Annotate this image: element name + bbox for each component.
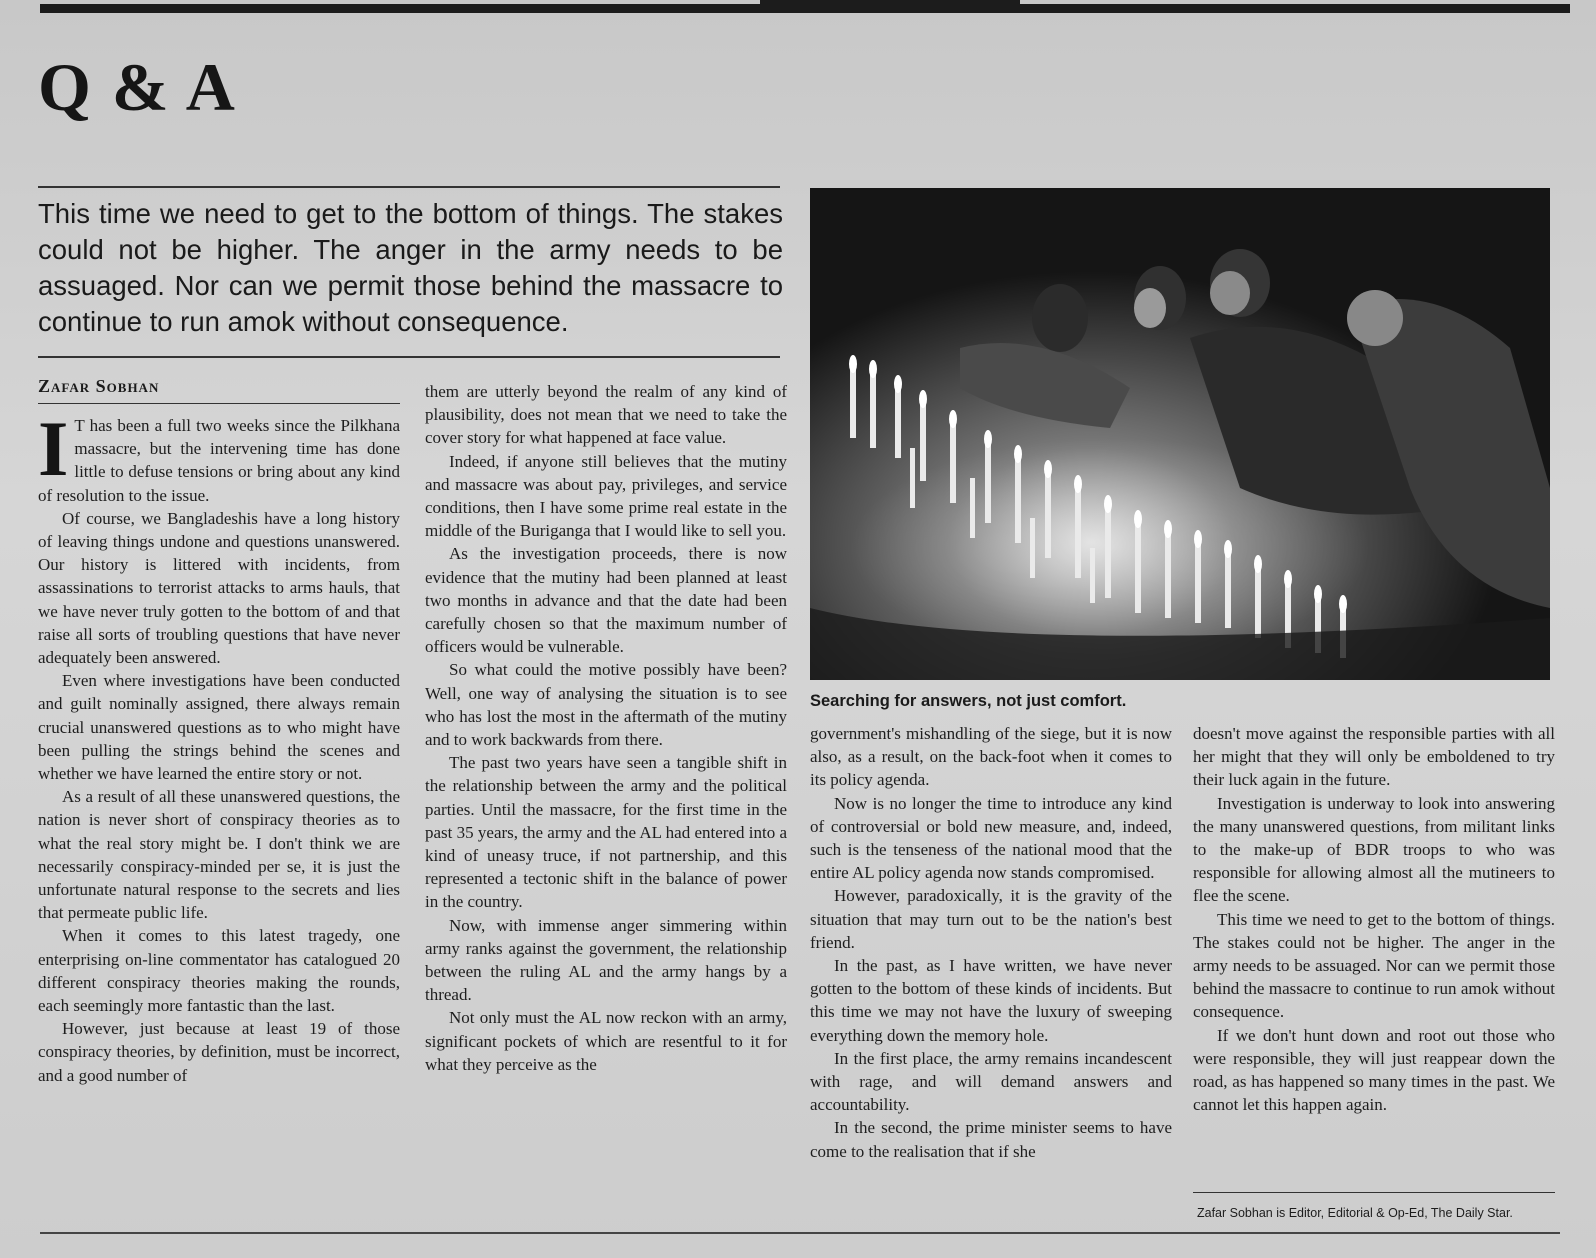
article-column-1: [38, 414, 400, 1226]
paragraph: In the second, the prime minister seems to have come to the realisation that if she: [810, 1118, 1172, 1161]
paragraph: In the first place, the army remains incandescent with rage, and will demand answers and accountability.: [810, 1048, 1172, 1115]
paragraph: As the investigation proceeds, there is now evidence that the mutiny had been planned at least two months in advance and that the date had been carefully chosen so that the maximum number of officers would be vulnerable.: [425, 544, 787, 657]
bottom-rule: [40, 1232, 1560, 1234]
byline-rule: [38, 403, 400, 404]
paragraph: Indeed, if anyone still believes that the mutiny and massacre was about pay, privileges, and service conditions, then I have some prime real estate in the middle of the Buriganga that I would like to sell you.: [425, 451, 787, 541]
paragraph: them are utterly beyond the realm of any kind of plausibility, does not mean that we need to take the cover story for what happened at face value.: [425, 382, 787, 448]
byline: Zafar Sobhan: [38, 376, 160, 396]
paragraph: However, just because at least 19 of those conspiracy theories, by definition, must be incorrect, and a good number of: [38, 1019, 400, 1085]
paragraph: So what could the motive possibly have been? Well, one way of analysing the situation is to see who has lost the most in the aftermath of the mutiny and to work backwards from there.: [425, 660, 787, 750]
drop-cap: I: [38, 414, 69, 492]
pull-quote-top-rule: [38, 186, 780, 188]
paragraph: When it comes to this latest tragedy, one enterprising on-line commentator has catalogued 20 different conspiracy theories making the rounds, each seemingly more fantastic than the last.: [38, 926, 400, 1016]
article-column-3: [810, 722, 1172, 1226]
paragraph: Investigation is underway to look into answering the many unanswered questions, from militant links to the make-up of BDR troops to who was responsible for allowing almost all the mutineers to flee the scene.: [1193, 793, 1555, 906]
paragraph: doesn't move against the responsible parties with all her might that they will only be emboldened to try their luck again in the future.: [1193, 724, 1555, 790]
paragraph: Now, with immense anger simmering within army ranks against the government, the relationship between the ruling AL and the army hangs by a thread.: [425, 915, 787, 1005]
paragraph: This time we need to get to the bottom of things. The stakes could not be higher. The anger in the army needs to be assuaged. Nor can we permit those behind the massacre to continue to run amok without consequence.: [1193, 909, 1555, 1022]
article-column-4: [1193, 722, 1555, 1184]
paragraph: [38, 414, 400, 507]
paragraph: Not only must the AL now reckon with an army, significant pockets of which are resentful to it for what they perceive as the: [425, 1008, 787, 1074]
article-column-2: [425, 380, 787, 1226]
paragraph: However, paradoxically, it is the gravity of the situation that may turn out to be the nation's best friend.: [810, 886, 1172, 952]
photo-caption: Searching for answers, not just comfort.: [810, 692, 1127, 710]
candle-vigil-photo: [810, 188, 1550, 680]
paragraph: If we don't hunt down and root out those who were responsible, they will just reappear down the road, as has happened so many times in the past. We cannot let this happen again.: [1193, 1025, 1555, 1115]
pull-quote-bottom-rule: [38, 356, 780, 358]
paragraph: Now is no longer the time to introduce any kind of controversial or bold new measure, and, indeed, such is the tenseness of the national mood that the entire AL policy agenda now stands compromised.: [810, 793, 1172, 883]
author-credit: Zafar Sobhan is Editor, Editorial & Op-Ed, The Daily Star.: [1197, 1206, 1513, 1220]
paragraph: As a result of all these unanswered questions, the nation is never short of conspiracy theories as to what the real story might be. I don't think we are necessarily conspiracy-minded per se, it is just the unfortunate natural response to the secrets and lies that permeate public life.: [38, 787, 400, 923]
paragraph-text: T has been a full two weeks since the Pilkhana massacre, but the intervening time has done little to defuse tensions or bring about any kind of resolution to the issue.: [38, 416, 400, 505]
pull-quote: This time we need to get to the bottom of things. The stakes could not be higher. The anger in the army needs to be assuaged. Nor can we permit those behind the massacre to continue to run amok without consequence.: [38, 198, 783, 337]
credit-rule: [1193, 1192, 1555, 1193]
photo-illustration: [810, 188, 1550, 680]
paragraph: government's mishandling of the siege, but it is now also, as a result, on the back-foot when it comes to its policy agenda.: [810, 724, 1172, 790]
section-title: Q & A: [38, 49, 237, 125]
paragraph: In the past, as I have written, we have never gotten to the bottom of these kinds of incidents. But this time we may not have the luxury of sweeping everything down the memory hole.: [810, 956, 1172, 1045]
paragraph: Even where investigations have been conducted and guilt nominally assigned, there always remain crucial unanswered questions as to who might have been pulling the strings behind the scenes and whether we have learned the entire story or not.: [38, 671, 400, 784]
paragraph: Of course, we Bangladeshis have a long history of leaving things undone and questions unanswered. Our history is littered with incidents, from assassinations to terrorist attacks to arms hauls, that we have never truly gotten to the bottom of and that raise all sorts of troubling questions that have never adequately been answered.: [38, 508, 400, 668]
top-rule-accent: [760, 0, 1020, 6]
paragraph: The past two years have seen a tangible shift in the relationship between the army and the political parties. Until the massacre, for the first time in the past 35 years, the army and the AL had entered into a kind of uneasy truce, if not partnership, and this represented a tectonic shift in the balance of power in the country.: [425, 753, 787, 912]
